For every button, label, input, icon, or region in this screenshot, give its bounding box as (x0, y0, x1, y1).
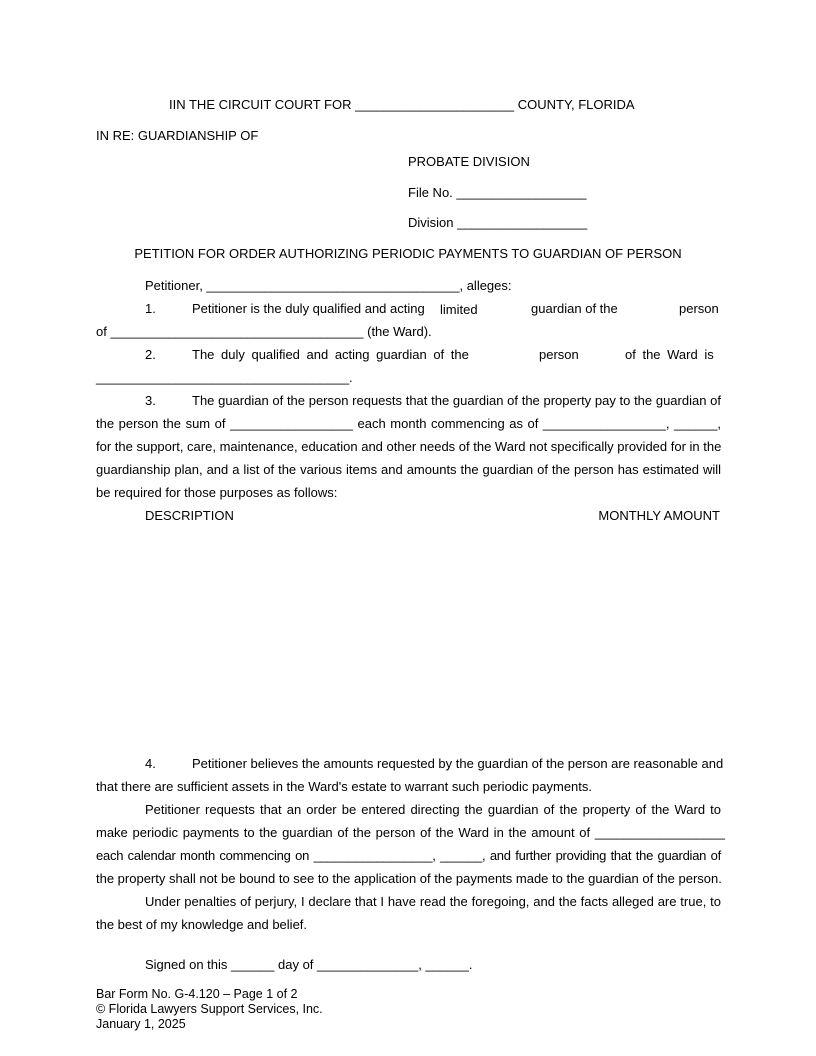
perjury-line-1: Under penalties of perjury, I declare that I have read the foregoing, and the facts alleged are true, to (145, 894, 721, 909)
monthly-amount-column-header: MONTHLY AMOUNT (598, 508, 720, 523)
paragraph-4-number: 4. (145, 756, 156, 771)
guardian-type-field: limited (440, 302, 478, 317)
paragraph-4-line-1: Petitioner believes the amounts requested by the guardian of the person are reasonable and (192, 756, 724, 771)
request-line-1: Petitioner requests that an order be entered directing the guardian of the property of the Ward to (145, 802, 721, 817)
paragraph-2-number: 2. (145, 347, 156, 362)
request-line-2: make periodic payments to the guardian of the person of the Ward in the amount of __________________ (96, 825, 725, 840)
in-re-line: IN RE: GUARDIANSHIP OF (96, 128, 259, 143)
division-line: Division __________________ (408, 215, 588, 230)
form-date: January 1, 2025 (96, 1017, 186, 1031)
guardian-scope-field: person (679, 301, 719, 316)
perjury-line-2: the best of my knowledge and belief. (96, 917, 308, 932)
paragraph-3-line-5: be required for those purposes as follows: (96, 485, 338, 500)
paragraph-2-text: The duly qualified and acting guardian of the (192, 347, 469, 362)
petitioner-line: Petitioner, ___________________________________, alleges: (145, 278, 512, 293)
copyright-notice: © Florida Lawyers Support Services, Inc. (96, 1002, 323, 1016)
paragraph-3-number: 3. (145, 393, 156, 408)
paragraph-1-number: 1. (145, 301, 156, 316)
paragraph-1-text-b: guardian of the (531, 301, 618, 316)
paragraph-2-line-2: ___________________________________. (96, 370, 353, 385)
description-column-header: DESCRIPTION (145, 508, 234, 523)
page-footer (96, 987, 323, 1032)
paragraph-4-line-2: that there are sufficient assets in the Ward's estate to warrant such periodic payments. (96, 779, 593, 794)
paragraph-1-text: Petitioner is the duly qualified and acting (192, 301, 425, 316)
paragraph-3-line-2: the person the sum of _________________ each month commencing as of _________________, ______, (96, 416, 721, 431)
paragraph-2-text-b: of the Ward is (625, 347, 714, 362)
request-line-4: the property shall not be bound to see to the application of the payments made to the guardian of the person. (96, 871, 722, 886)
paragraph-2-scope-field: person (539, 347, 579, 362)
probate-division: PROBATE DIVISION (408, 154, 530, 169)
form-number: Bar Form No. G-4.120 – Page 1 of 2 (96, 987, 298, 1001)
page-title: PETITION FOR ORDER AUTHORIZING PERIODIC PAYMENTS TO GUARDIAN OF PERSON (134, 246, 682, 261)
paragraph-3-line-4: guardianship plan, and a list of the various items and amounts the guardian of the person has estimated will (96, 462, 721, 477)
signature-date-line: Signed on this ______ day of ______________, ______. (145, 957, 473, 972)
court-caption: IIN THE CIRCUIT COURT FOR ______________________ COUNTY, FLORIDA (169, 97, 635, 112)
paragraph-3-line-1: The guardian of the person requests that the guardian of the property pay to the guardian of (192, 393, 721, 408)
file-number: File No. __________________ (408, 185, 587, 200)
paragraph-3-line-3: for the support, care, maintenance, education and other needs of the Ward not specifically provided for in the (96, 439, 722, 454)
paragraph-1-line-2: of ___________________________________ (the Ward). (96, 324, 432, 339)
request-line-3: each calendar month commencing on _________________, ______, and further providing that the guardian of (96, 848, 721, 863)
